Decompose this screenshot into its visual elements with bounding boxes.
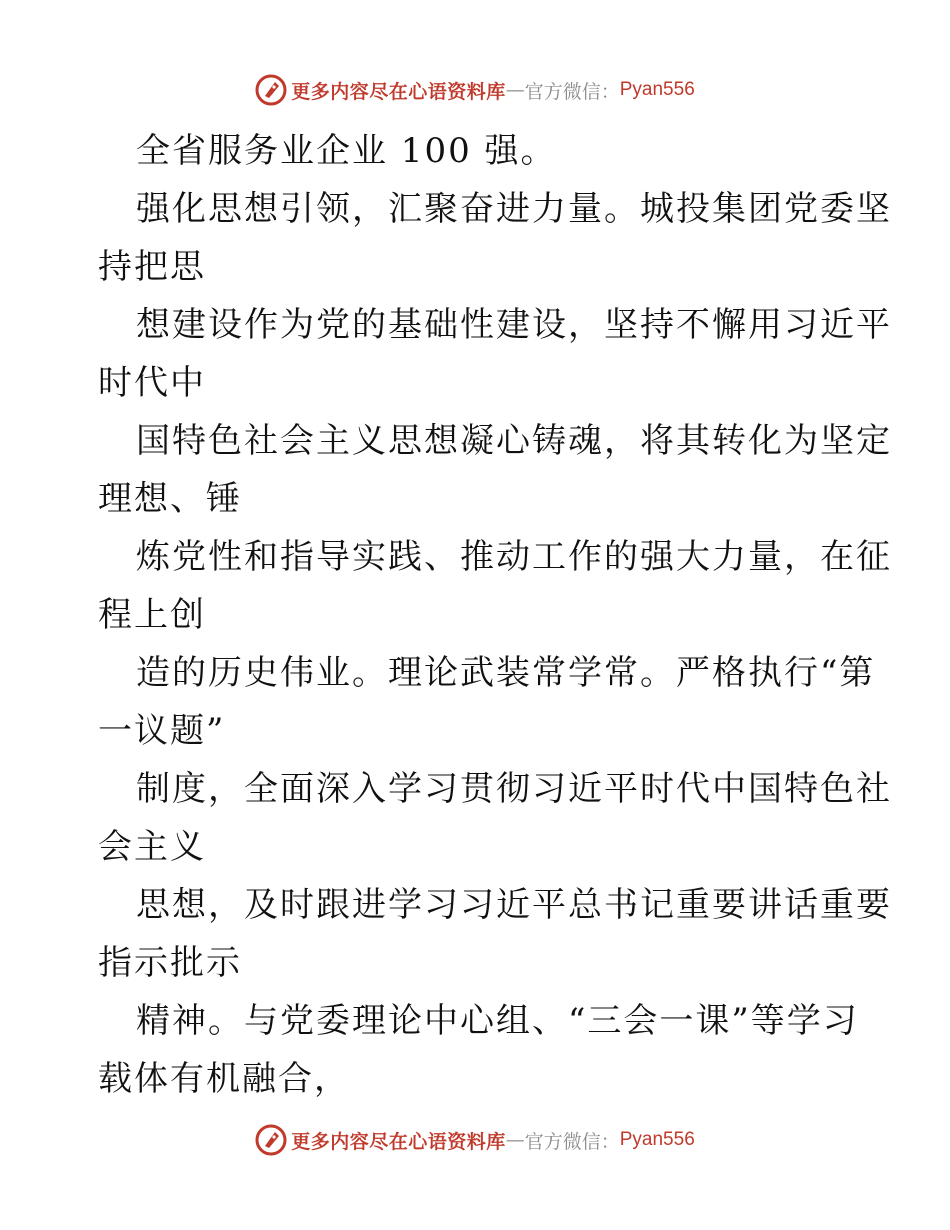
header-wechat-label: 官方微信： [524,80,620,103]
text-line: 持把思 [98,247,206,287]
text-line: 载体有机融合， [98,1059,350,1099]
text-line: 会主义 [98,827,206,867]
header-dash: — [505,79,525,101]
text-line: 炼党性和指导实践、推动工作的强大力量，在征 [136,537,892,577]
text-line: 全省服务业企业 100 强。 [136,131,557,171]
pen-nib-icon [255,1124,287,1156]
text-line: 时代中 [98,363,206,403]
pen-nib-icon [255,74,287,106]
document-body [98,122,892,1108]
text-line: 理想、锤 [98,479,242,519]
text-line: 一议题” [98,711,226,751]
text-line: 制度，全面深入学习贯彻习近平时代中国特色社 [136,769,892,809]
footer-wechat-id: Pyan556 [619,1129,695,1150]
header-wechat-id: Pyan556 [619,79,695,100]
header-brand-text: 更多内容尽在心语资料库 [291,80,506,103]
text-line: 程上创 [98,595,206,635]
text-line: 造的历史伟业。理论武装常学常。严格执行“第 [136,653,876,693]
footer-brand-text: 更多内容尽在心语资料库 [291,1130,506,1153]
footer-wechat-label: 官方微信： [524,1130,620,1153]
footer-banner [0,1122,950,1158]
text-line: 精神。与党委理论中心组、“三会一课”等学习 [136,1001,859,1041]
text-line: 强化思想引领，汇聚奋进力量。城投集团党委坚 [136,189,892,229]
text-line: 思想，及时跟进学习习近平总书记重要讲话重要 [136,885,892,925]
footer-dash: — [505,1129,525,1151]
header-banner [0,72,950,108]
text-line: 国特色社会主义思想凝心铸魂，将其转化为坚定 [136,421,892,461]
text-line: 指示批示 [98,943,242,983]
text-line: 想建设作为党的基础性建设，坚持不懈用习近平 [136,305,892,345]
